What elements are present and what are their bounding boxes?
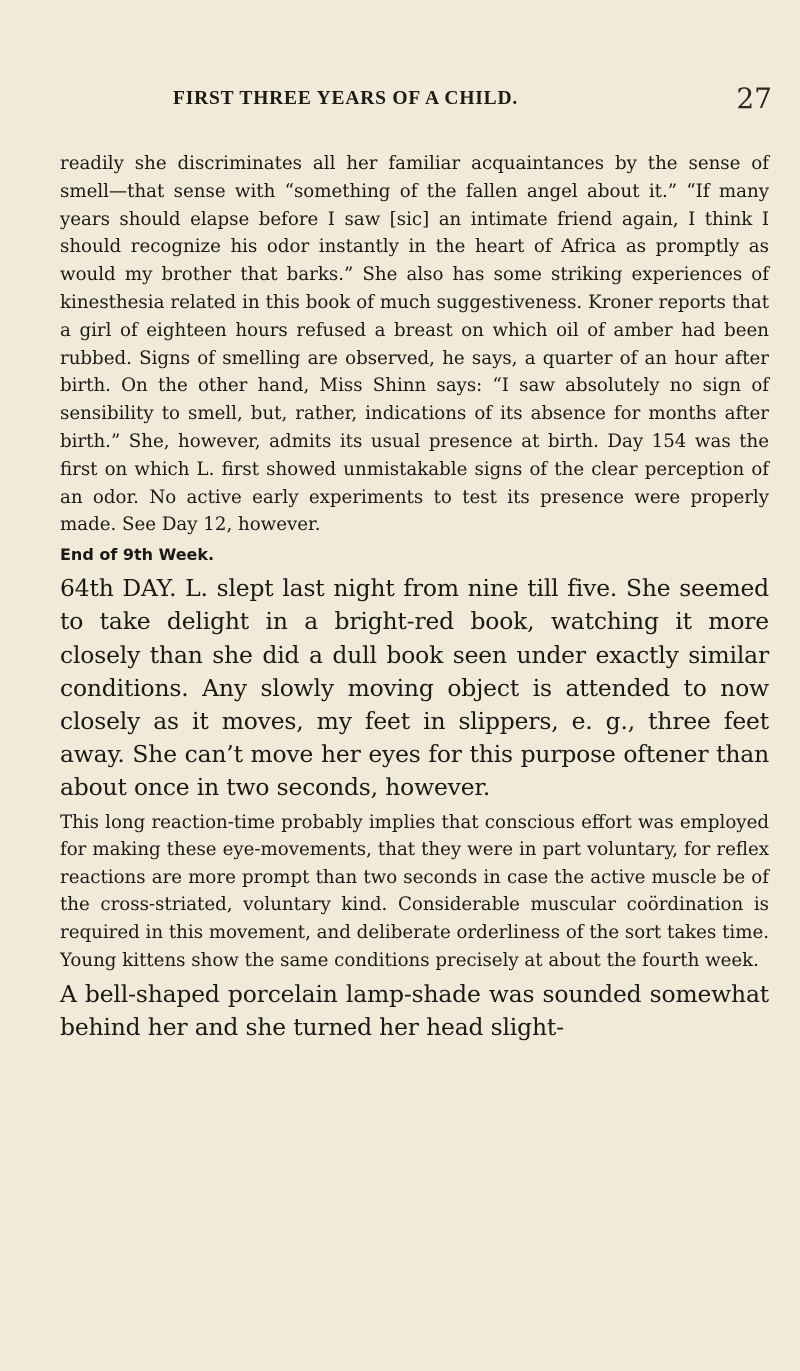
running-title: FIRST THREE YEARS OF A CHILD. — [173, 88, 519, 109]
day-entry-text: L. slept last night from nine till five. She seemed to take delight in a bright-red book, watching it more closely than she did a dull book seen under exactly similar conditions. Any slowly moving object is attended to now closely as it moves, my feet in slippers, e. g., three feet away. She can’t move her eyes for this purpose oftener than about once in two seconds, however. — [60, 574, 769, 802]
continued-entry-paragraph: A bell-shaped porcelain lamp-shade was sounded somewhat behind her and she turned her head slight- — [60, 980, 769, 1042]
day-label: 64th DAY. — [60, 574, 177, 603]
page-body — [60, 150, 769, 1045]
page-number: 27 — [736, 82, 772, 115]
day-entry-paragraph — [60, 572, 769, 804]
week-end-marker: End of 9th Week. — [60, 545, 215, 565]
commentary-paragraph: This long reaction-time probably implies that conscious effort was employed for making these eye-movements, that they were in part voluntary, for reflex reactions are more prompt than two seconds in case the active muscle be of the cross-striated, voluntary kind. Considerable muscular coördination is required in this movement, and deliberate orderliness of the sort takes time. Young kittens show the same conditions precisely at about the fourth week. — [60, 811, 769, 971]
notes-paragraph: readily she discriminates all her familiar acquaintances by the sense of smell—that sense with “something of the fallen angel about it.” “If many years should elapse before I saw [sic] an intimate friend again, I think I should recognize his odor instantly in the heart of Africa as promptly as would my brother that barks.” She also has some striking experiences of kinesthesia related in this book of much suggestiveness. Kroner reports that a girl of eighteen hours refused a breast on which oil of amber had been rubbed. Signs of smelling are observed, he says, a quarter of an hour after birth. On the other hand, Miss Shinn says: “I saw absolutely no sign of sensibility to smell, but, rather, indications of its absence for months after birth.” She, however, admits its usual presence at birth. Day 154 was the first on which L. first showed unmistakable signs of the clear perception of an odor. No active early experiments to test its presence were properly made. See Day 12, however. — [60, 153, 769, 536]
